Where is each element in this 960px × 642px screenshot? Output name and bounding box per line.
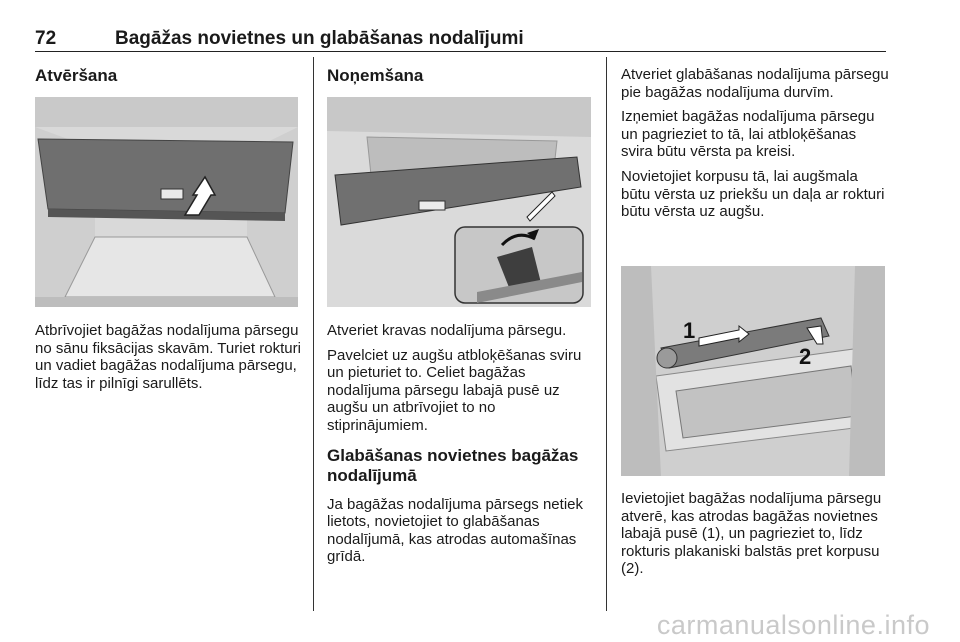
watermark: carmanualsonline.info (656, 610, 930, 640)
column-1-body (35, 322, 303, 392)
column-2 (327, 66, 592, 86)
column-3-body (621, 490, 889, 578)
column-divider-1 (313, 57, 314, 611)
section-heading-storage: Glabāšanas novietnes bagāžas nodalījumā (327, 445, 579, 485)
paragraph: Atveriet glabāšanas nodalījuma pārsegu pie bagāžas nodalījuma durvīm. (621, 66, 889, 101)
section-heading-removal: Noņemšana (327, 66, 424, 85)
column-1 (35, 66, 300, 86)
paragraph: Pavelciet uz augšu atbloķēšanas sviru un pieturiet to. Celiet bagāžas nodalījuma pārsegu labajā pusē uz augšu un atbrīvojiet to no stiprinājumiem. (327, 346, 582, 434)
column-divider-2 (606, 57, 607, 611)
figure-storage (621, 266, 885, 476)
paragraph: Atveriet kravas nodalījuma pārsegu. (327, 322, 567, 339)
section-heading-opening: Atvēršana (35, 66, 118, 85)
paragraph: Izņemiet bagāžas nodalījuma pārsegu un pagrieziet to tā, lai atbloķēšanas svira būtu vērsta pa kreisi. (621, 108, 875, 161)
header-rule (35, 51, 886, 52)
figure-removal (327, 97, 591, 307)
paragraph: Ja bagāžas nodalījuma pārsegs netiek lietots, novietojiet to glabāšanas nodalījumā, kas atrodas automašīnas grīdā. (327, 495, 583, 566)
column-3 (621, 66, 889, 221)
column-2-body (327, 322, 595, 566)
paragraph: Ievietojiet bagāžas nodalījuma pārsegu atverē, kas atrodas bagāžas novietnes labajā pusē (1), un pagrieziet to, līdz rokturis plakaniski balstās pret korpusu (2). (621, 490, 882, 578)
paragraph: Atbrīvojiet bagāžas nodalījuma pārsegu no sānu fiksācijas skavām. Turiet rokturi un vadiet bagāžas nodalījuma pārsegu, līdz tas ir pilnīgi sarullēts. (35, 322, 301, 392)
page-header (35, 28, 886, 50)
page-title: Bagāžas novietnes un glabāšanas nodalījumi (115, 28, 524, 49)
paragraph: Novietojiet korpusu tā, lai augšmala būtu vērsta uz priekšu un daļa ar rokturi būtu vērsta uz augšu. (621, 167, 885, 221)
figure-opening-cover (35, 97, 298, 307)
callout-1: 1 (683, 318, 696, 343)
callout-2: 2 (799, 344, 812, 369)
page-number: 72 (35, 28, 57, 49)
